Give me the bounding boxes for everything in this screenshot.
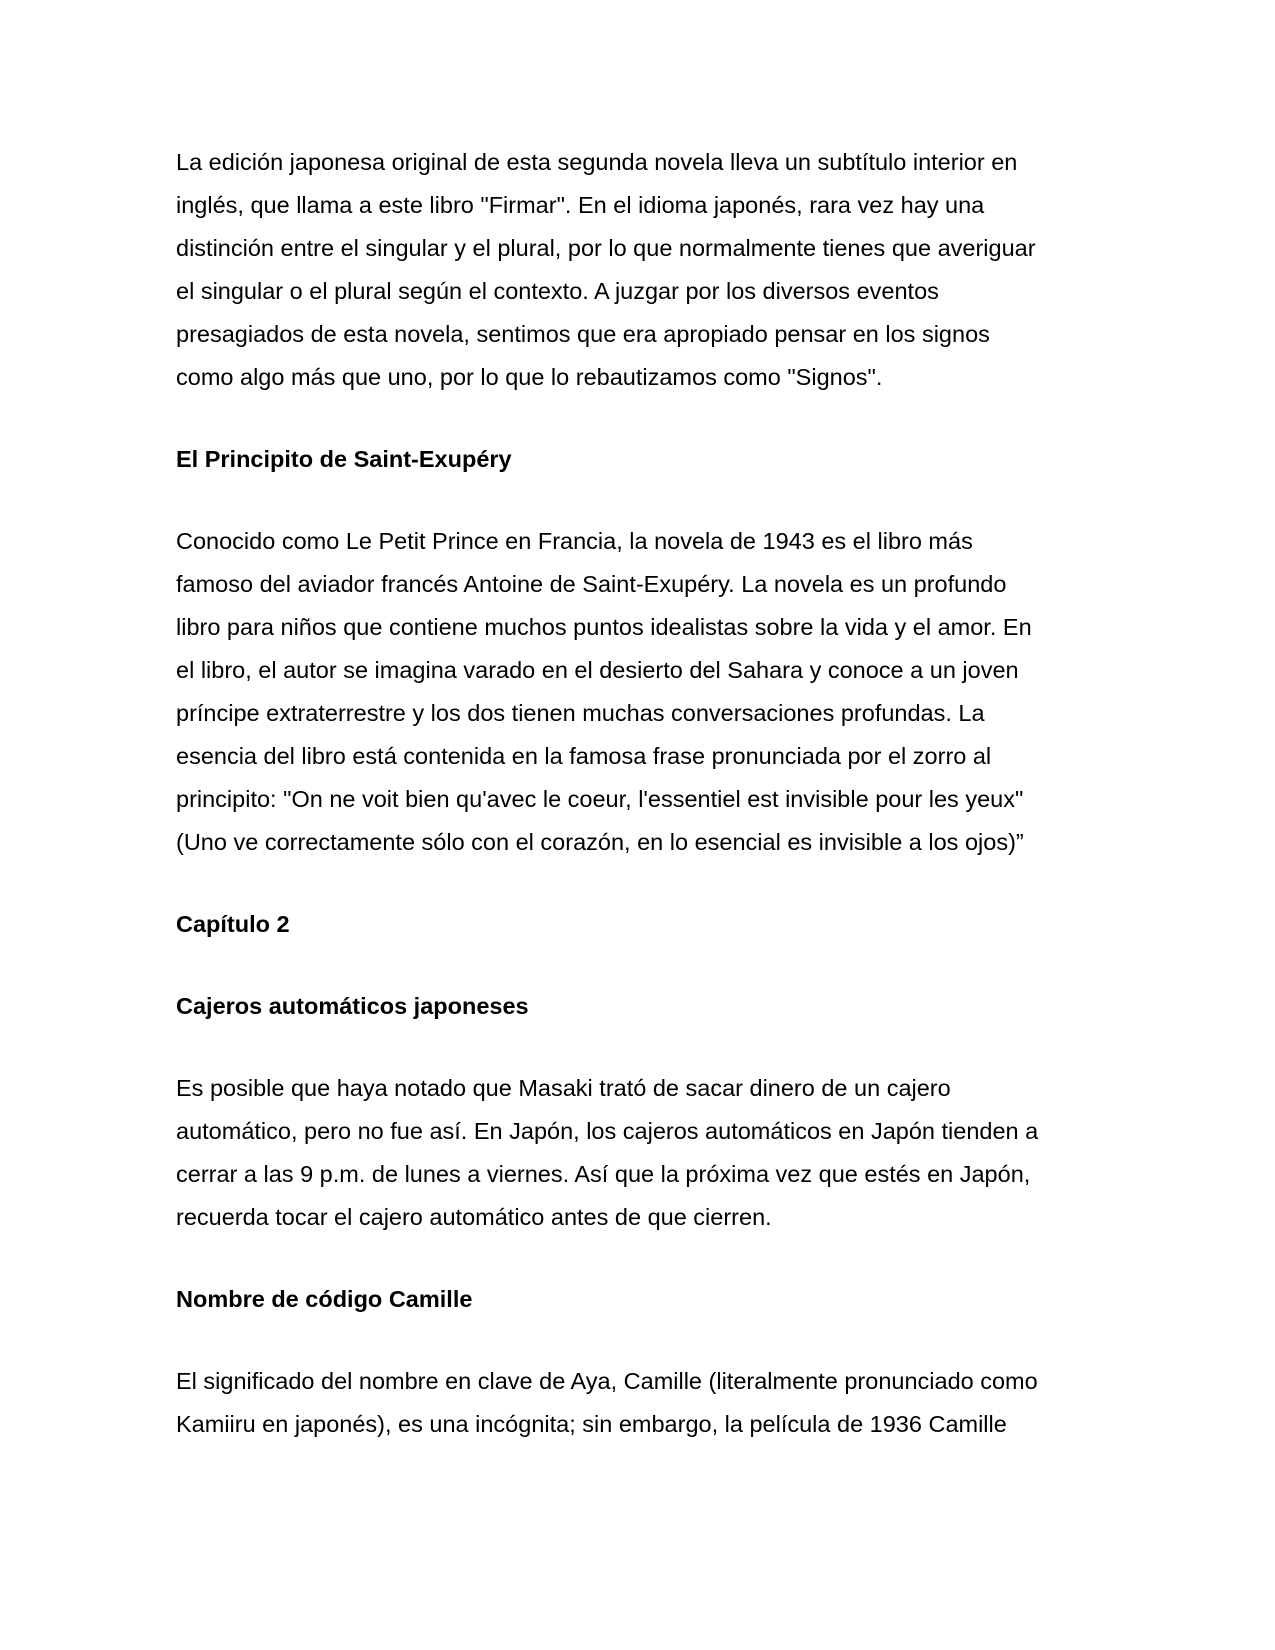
document-body <box>176 141 1106 1446</box>
text-line: El significado del nombre en clave de Aya, Camille (literalmente pronunciado como <box>176 1368 1038 1394</box>
spacer <box>176 1321 1106 1360</box>
spacer <box>176 946 1106 985</box>
spacer <box>176 399 1106 438</box>
paragraph-camille <box>176 1360 1106 1446</box>
text-line: presagiados de esta novela, sentimos que era apropiado pensar en los signos <box>176 321 990 347</box>
text-line: Es posible que haya notado que Masaki trató de sacar dinero de un cajero <box>176 1075 951 1101</box>
text-line: (Uno ve correctamente sólo con el corazón, en lo esencial es invisible a los ojos)” <box>176 829 1024 855</box>
section-heading-camille: Nombre de código Camille <box>176 1286 473 1312</box>
text-line: principito: "On ne voit bien qu'avec le coeur, l'essentiel est invisible pour les yeux" <box>176 786 1024 812</box>
text-line: el singular o el plural según el contexto. A juzgar por los diversos eventos <box>176 278 939 304</box>
text-line: inglés, que llama a este libro "Firmar". En el idioma japonés, rara vez hay una <box>176 192 985 218</box>
spacer <box>176 1028 1106 1067</box>
paragraph-principito <box>176 520 1106 864</box>
text-line: esencia del libro está contenida en la famosa frase pronunciada por el zorro al <box>176 743 992 769</box>
section-heading-cajeros: Cajeros automáticos japoneses <box>176 993 529 1019</box>
text-line: libro para niños que contiene muchos puntos idealistas sobre la vida y el amor. En <box>176 614 1032 640</box>
text-line: como algo más que uno, por lo que lo rebautizamos como "Signos". <box>176 364 883 390</box>
spacer <box>176 481 1106 520</box>
text-line: distinción entre el singular y el plural, por lo que normalmente tienes que averiguar <box>176 235 1036 261</box>
text-line: Conocido como Le Petit Prince en Francia, la novela de 1943 es el libro más <box>176 528 973 554</box>
chapter-heading: Capítulo 2 <box>176 911 290 937</box>
text-line: famoso del aviador francés Antoine de Saint-Exupéry. La novela es un profundo <box>176 571 1007 597</box>
section-heading-principito: El Principito de Saint-Exupéry <box>176 446 512 472</box>
spacer <box>176 1239 1106 1278</box>
text-line: recuerda tocar el cajero automático antes de que cierren. <box>176 1204 772 1230</box>
paragraph-cajeros <box>176 1067 1106 1239</box>
text-line: automático, pero no fue así. En Japón, los cajeros automáticos en Japón tienden a <box>176 1118 1039 1144</box>
text-line: La edición japonesa original de esta segunda novela lleva un subtítulo interior en <box>176 149 1018 175</box>
text-line: Kamiiru en japonés), es una incógnita; sin embargo, la película de 1936 Camille <box>176 1411 1007 1437</box>
text-line: el libro, el autor se imagina varado en el desierto del Sahara y conoce a un joven <box>176 657 1019 683</box>
paragraph-intro <box>176 141 1106 399</box>
text-line: cerrar a las 9 p.m. de lunes a viernes. Así que la próxima vez que estés en Japón, <box>176 1161 1031 1187</box>
spacer <box>176 864 1106 903</box>
text-line: príncipe extraterrestre y los dos tienen muchas conversaciones profundas. La <box>176 700 985 726</box>
